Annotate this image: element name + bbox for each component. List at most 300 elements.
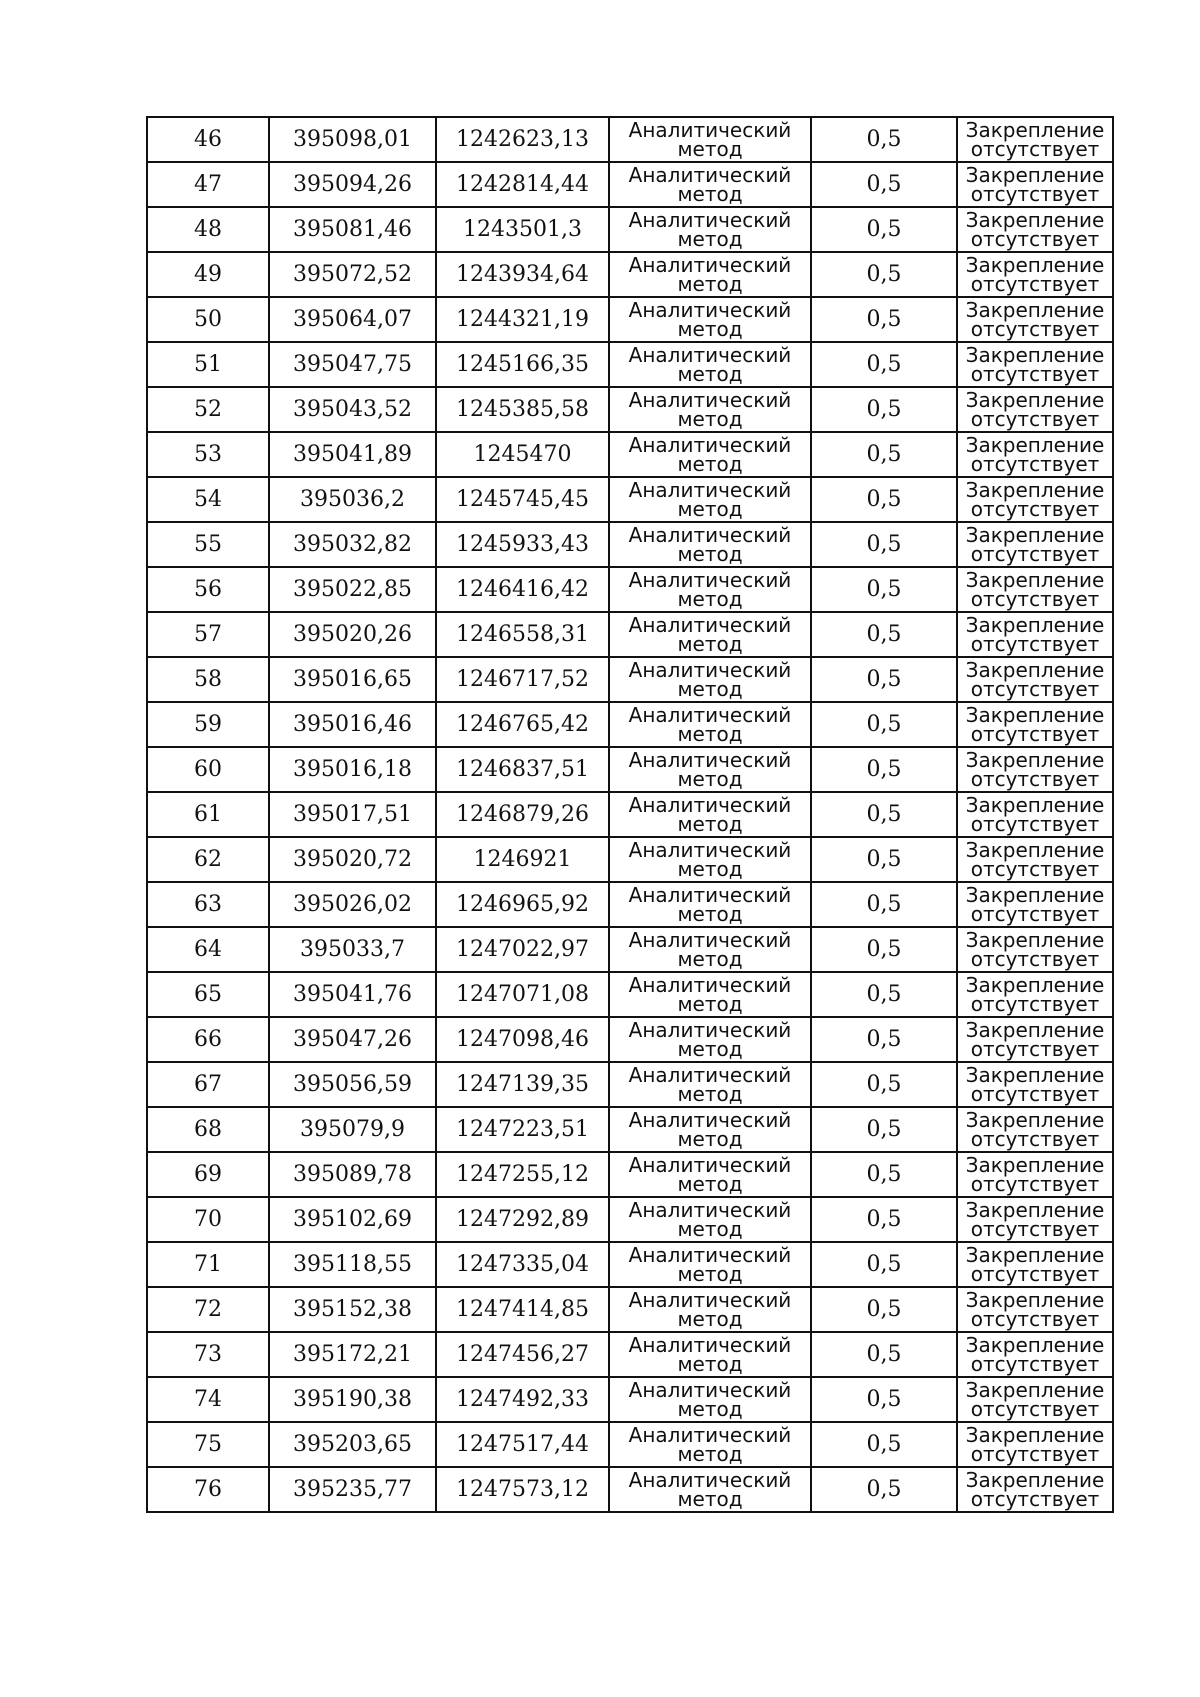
- point-number-cell-text: 51: [194, 351, 222, 377]
- accuracy-cell-text: 0,5: [866, 171, 902, 197]
- fixation-cell: [957, 1062, 1113, 1107]
- point-number-cell-text: 73: [194, 1341, 222, 1367]
- method-cell: [609, 297, 811, 342]
- point-number-cell-text: 72: [194, 1296, 222, 1322]
- fixation-cell-text: Закрепление отсутствует: [965, 837, 1105, 881]
- point-number-cell-text: 70: [194, 1206, 222, 1232]
- point-number-cell: [147, 1107, 269, 1152]
- x-coordinate-cell: [269, 252, 436, 297]
- y-coordinate-cell-text: 1247456,27: [456, 1341, 589, 1367]
- point-number-cell: [147, 162, 269, 207]
- fixation-cell: [957, 882, 1113, 927]
- x-coordinate-cell-text: 395172,21: [293, 1341, 412, 1367]
- method-cell-text: Аналитический метод: [628, 747, 792, 791]
- method-cell: [609, 702, 811, 747]
- y-coordinate-cell: [436, 1377, 609, 1422]
- accuracy-cell: [811, 972, 957, 1017]
- fixation-cell: [957, 1422, 1113, 1467]
- x-coordinate-cell-text: 395056,59: [293, 1071, 412, 1097]
- y-coordinate-cell: [436, 882, 609, 927]
- fixation-cell: [957, 1107, 1113, 1152]
- point-number-cell-text: 74: [194, 1386, 222, 1412]
- table-row: [147, 117, 1113, 162]
- accuracy-cell: [811, 1152, 957, 1197]
- y-coordinate-cell-text: 1246765,42: [456, 711, 589, 737]
- x-coordinate-cell: [269, 117, 436, 162]
- fixation-cell-text: Закрепление отсутствует: [965, 207, 1105, 251]
- method-cell: [609, 837, 811, 882]
- x-coordinate-cell-text: 395016,18: [293, 756, 412, 782]
- table-row: [147, 1377, 1113, 1422]
- method-cell: [609, 117, 811, 162]
- method-cell-text: Аналитический метод: [628, 837, 792, 881]
- x-coordinate-cell-text: 395047,26: [293, 1026, 412, 1052]
- table-row: [147, 567, 1113, 612]
- x-coordinate-cell: [269, 1377, 436, 1422]
- accuracy-cell: [811, 1107, 957, 1152]
- method-cell-text: Аналитический метод: [628, 1377, 792, 1421]
- fixation-cell: [957, 927, 1113, 972]
- fixation-cell: [957, 387, 1113, 432]
- y-coordinate-cell-text: 1247573,12: [456, 1476, 589, 1502]
- y-coordinate-cell-text: 1243934,64: [456, 261, 589, 287]
- x-coordinate-cell: [269, 747, 436, 792]
- point-number-cell-text: 57: [194, 621, 222, 647]
- table-row: [147, 1197, 1113, 1242]
- accuracy-cell-text: 0,5: [866, 1431, 902, 1457]
- x-coordinate-cell: [269, 612, 436, 657]
- y-coordinate-cell: [436, 1017, 609, 1062]
- y-coordinate-cell: [436, 747, 609, 792]
- point-number-cell: [147, 567, 269, 612]
- fixation-cell: [957, 1152, 1113, 1197]
- y-coordinate-cell: [436, 1152, 609, 1197]
- table-row: [147, 1422, 1113, 1467]
- accuracy-cell-text: 0,5: [866, 441, 902, 467]
- point-number-cell: [147, 387, 269, 432]
- accuracy-cell: [811, 1287, 957, 1332]
- method-cell-text: Аналитический метод: [628, 252, 792, 296]
- point-number-cell: [147, 792, 269, 837]
- table-row: [147, 1242, 1113, 1287]
- point-number-cell-text: 49: [194, 261, 222, 287]
- table-row: [147, 927, 1113, 972]
- accuracy-cell-text: 0,5: [866, 396, 902, 422]
- y-coordinate-cell: [436, 1422, 609, 1467]
- table-row: [147, 1467, 1113, 1512]
- method-cell-text: Аналитический метод: [628, 567, 792, 611]
- x-coordinate-cell: [269, 207, 436, 252]
- fixation-cell: [957, 342, 1113, 387]
- point-number-cell-text: 64: [194, 936, 222, 962]
- accuracy-cell-text: 0,5: [866, 1251, 902, 1277]
- x-coordinate-cell: [269, 1332, 436, 1377]
- fixation-cell: [957, 477, 1113, 522]
- y-coordinate-cell-text: 1246558,31: [456, 621, 589, 647]
- accuracy-cell: [811, 162, 957, 207]
- method-cell: [609, 477, 811, 522]
- fixation-cell: [957, 702, 1113, 747]
- point-number-cell-text: 56: [194, 576, 222, 602]
- y-coordinate-cell: [436, 1107, 609, 1152]
- x-coordinate-cell: [269, 882, 436, 927]
- method-cell: [609, 1152, 811, 1197]
- table-row: [147, 1017, 1113, 1062]
- x-coordinate-cell: [269, 162, 436, 207]
- x-coordinate-cell-text: 395016,65: [293, 666, 412, 692]
- method-cell: [609, 342, 811, 387]
- accuracy-cell-text: 0,5: [866, 1476, 902, 1502]
- x-coordinate-cell-text: 395047,75: [293, 351, 412, 377]
- x-coordinate-cell: [269, 657, 436, 702]
- accuracy-cell: [811, 522, 957, 567]
- accuracy-cell: [811, 117, 957, 162]
- x-coordinate-cell-text: 395190,38: [293, 1386, 412, 1412]
- accuracy-cell: [811, 1377, 957, 1422]
- fixation-cell: [957, 1332, 1113, 1377]
- accuracy-cell-text: 0,5: [866, 891, 902, 917]
- x-coordinate-cell-text: 395072,52: [293, 261, 412, 287]
- fixation-cell-text: Закрепление отсутствует: [965, 1107, 1105, 1151]
- method-cell: [609, 567, 811, 612]
- fixation-cell: [957, 432, 1113, 477]
- accuracy-cell: [811, 252, 957, 297]
- method-cell: [609, 927, 811, 972]
- fixation-cell-text: Закрепление отсутствует: [965, 432, 1105, 476]
- point-number-cell: [147, 972, 269, 1017]
- method-cell-text: Аналитический метод: [628, 1107, 792, 1151]
- fixation-cell: [957, 297, 1113, 342]
- fixation-cell: [957, 837, 1113, 882]
- point-number-cell-text: 62: [194, 846, 222, 872]
- point-number-cell-text: 75: [194, 1431, 222, 1457]
- x-coordinate-cell: [269, 432, 436, 477]
- accuracy-cell: [811, 1017, 957, 1062]
- fixation-cell: [957, 612, 1113, 657]
- table-row: [147, 657, 1113, 702]
- x-coordinate-cell-text: 395235,77: [293, 1476, 412, 1502]
- y-coordinate-cell-text: 1246837,51: [456, 756, 589, 782]
- accuracy-cell-text: 0,5: [866, 756, 902, 782]
- y-coordinate-cell-text: 1247223,51: [456, 1116, 589, 1142]
- x-coordinate-cell-text: 395098,01: [293, 126, 412, 152]
- accuracy-cell: [811, 342, 957, 387]
- y-coordinate-cell-text: 1246921: [473, 846, 572, 872]
- point-number-cell-text: 59: [194, 711, 222, 737]
- method-cell-text: Аналитический метод: [628, 1242, 792, 1286]
- point-number-cell: [147, 1467, 269, 1512]
- point-number-cell: [147, 1197, 269, 1242]
- fixation-cell-text: Закрепление отсутствует: [965, 657, 1105, 701]
- x-coordinate-cell-text: 395102,69: [293, 1206, 412, 1232]
- y-coordinate-cell: [436, 522, 609, 567]
- point-number-cell-text: 66: [194, 1026, 222, 1052]
- method-cell: [609, 1062, 811, 1107]
- method-cell: [609, 972, 811, 1017]
- x-coordinate-cell-text: 395033,7: [300, 936, 405, 962]
- x-coordinate-cell-text: 395081,46: [293, 216, 412, 242]
- point-number-cell: [147, 1017, 269, 1062]
- accuracy-cell-text: 0,5: [866, 1341, 902, 1367]
- fixation-cell: [957, 207, 1113, 252]
- fixation-cell-text: Закрепление отсутствует: [965, 522, 1105, 566]
- point-number-cell: [147, 927, 269, 972]
- point-number-cell-text: 71: [194, 1251, 222, 1277]
- x-coordinate-cell-text: 395043,52: [293, 396, 412, 422]
- method-cell-text: Аналитический метод: [628, 477, 792, 521]
- x-coordinate-cell-text: 395041,76: [293, 981, 412, 1007]
- method-cell-text: Аналитический метод: [628, 972, 792, 1016]
- y-coordinate-cell-text: 1242623,13: [456, 126, 589, 152]
- table-row: [147, 477, 1113, 522]
- method-cell: [609, 792, 811, 837]
- point-number-cell: [147, 1242, 269, 1287]
- x-coordinate-cell-text: 395118,55: [293, 1251, 412, 1277]
- x-coordinate-cell-text: 395079,9: [300, 1116, 405, 1142]
- fixation-cell-text: Закрепление отсутствует: [965, 1152, 1105, 1196]
- y-coordinate-cell: [436, 432, 609, 477]
- point-number-cell-text: 46: [194, 126, 222, 152]
- fixation-cell: [957, 1377, 1113, 1422]
- table-row: [147, 432, 1113, 477]
- method-cell-text: Аналитический метод: [628, 702, 792, 746]
- fixation-cell-text: Закрепление отсутствует: [965, 162, 1105, 206]
- table-row: [147, 252, 1113, 297]
- fixation-cell-text: Закрепление отсутствует: [965, 342, 1105, 386]
- y-coordinate-cell-text: 1247139,35: [456, 1071, 589, 1097]
- method-cell: [609, 657, 811, 702]
- method-cell-text: Аналитический метод: [628, 1332, 792, 1376]
- point-number-cell-text: 68: [194, 1116, 222, 1142]
- point-number-cell-text: 53: [194, 441, 222, 467]
- point-number-cell: [147, 747, 269, 792]
- accuracy-cell-text: 0,5: [866, 666, 902, 692]
- accuracy-cell-text: 0,5: [866, 126, 902, 152]
- accuracy-cell: [811, 1197, 957, 1242]
- accuracy-cell: [811, 927, 957, 972]
- table-row: [147, 1287, 1113, 1332]
- point-number-cell: [147, 612, 269, 657]
- x-coordinate-cell: [269, 1017, 436, 1062]
- point-number-cell-text: 67: [194, 1071, 222, 1097]
- point-number-cell-text: 65: [194, 981, 222, 1007]
- y-coordinate-cell-text: 1245166,35: [456, 351, 589, 377]
- point-number-cell: [147, 432, 269, 477]
- x-coordinate-cell: [269, 297, 436, 342]
- x-coordinate-cell: [269, 1422, 436, 1467]
- y-coordinate-cell-text: 1247335,04: [456, 1251, 589, 1277]
- y-coordinate-cell-text: 1245933,43: [456, 531, 589, 557]
- y-coordinate-cell: [436, 1197, 609, 1242]
- x-coordinate-cell: [269, 1242, 436, 1287]
- point-number-cell: [147, 522, 269, 567]
- y-coordinate-cell: [436, 702, 609, 747]
- y-coordinate-cell-text: 1246879,26: [456, 801, 589, 827]
- y-coordinate-cell: [436, 207, 609, 252]
- method-cell-text: Аналитический метод: [628, 522, 792, 566]
- point-number-cell: [147, 882, 269, 927]
- fixation-cell-text: Закрепление отсутствует: [965, 1377, 1105, 1421]
- y-coordinate-cell: [436, 1467, 609, 1512]
- point-number-cell-text: 54: [194, 486, 222, 512]
- point-number-cell: [147, 297, 269, 342]
- accuracy-cell: [811, 297, 957, 342]
- method-cell-text: Аналитический метод: [628, 1197, 792, 1241]
- table-row: [147, 1152, 1113, 1197]
- y-coordinate-cell: [436, 162, 609, 207]
- fixation-cell: [957, 117, 1113, 162]
- method-cell-text: Аналитический метод: [628, 1017, 792, 1061]
- method-cell: [609, 387, 811, 432]
- accuracy-cell: [811, 882, 957, 927]
- fixation-cell: [957, 522, 1113, 567]
- y-coordinate-cell: [436, 792, 609, 837]
- x-coordinate-cell: [269, 1062, 436, 1107]
- fixation-cell: [957, 567, 1113, 612]
- y-coordinate-cell: [436, 837, 609, 882]
- y-coordinate-cell-text: 1247071,08: [456, 981, 589, 1007]
- method-cell: [609, 207, 811, 252]
- y-coordinate-cell-text: 1247098,46: [456, 1026, 589, 1052]
- x-coordinate-cell-text: 395041,89: [293, 441, 412, 467]
- point-number-cell-text: 55: [194, 531, 222, 557]
- method-cell-text: Аналитический метод: [628, 432, 792, 476]
- table-row: [147, 612, 1113, 657]
- x-coordinate-cell-text: 395203,65: [293, 1431, 412, 1457]
- point-number-cell-text: 69: [194, 1161, 222, 1187]
- y-coordinate-cell: [436, 1062, 609, 1107]
- y-coordinate-cell: [436, 567, 609, 612]
- accuracy-cell-text: 0,5: [866, 306, 902, 332]
- y-coordinate-cell: [436, 342, 609, 387]
- y-coordinate-cell: [436, 117, 609, 162]
- table-row: [147, 792, 1113, 837]
- method-cell-text: Аналитический метод: [628, 927, 792, 971]
- fixation-cell-text: Закрепление отсутствует: [965, 1467, 1105, 1511]
- x-coordinate-cell-text: 395094,26: [293, 171, 412, 197]
- fixation-cell-text: Закрепление отсутствует: [965, 1017, 1105, 1061]
- y-coordinate-cell-text: 1245745,45: [456, 486, 589, 512]
- fixation-cell-text: Закрепление отсутствует: [965, 1287, 1105, 1331]
- table-row: [147, 1062, 1113, 1107]
- y-coordinate-cell: [436, 387, 609, 432]
- y-coordinate-cell: [436, 1287, 609, 1332]
- fixation-cell-text: Закрепление отсутствует: [965, 1332, 1105, 1376]
- x-coordinate-cell-text: 395020,26: [293, 621, 412, 647]
- accuracy-cell-text: 0,5: [866, 711, 902, 737]
- accuracy-cell-text: 0,5: [866, 846, 902, 872]
- x-coordinate-cell: [269, 522, 436, 567]
- point-number-cell-text: 60: [194, 756, 222, 782]
- accuracy-cell: [811, 792, 957, 837]
- point-number-cell: [147, 1377, 269, 1422]
- method-cell: [609, 252, 811, 297]
- accuracy-cell: [811, 477, 957, 522]
- x-coordinate-cell: [269, 1287, 436, 1332]
- x-coordinate-cell: [269, 792, 436, 837]
- accuracy-cell: [811, 1062, 957, 1107]
- point-number-cell-text: 47: [194, 171, 222, 197]
- method-cell: [609, 522, 811, 567]
- method-cell-text: Аналитический метод: [628, 882, 792, 926]
- point-number-cell: [147, 117, 269, 162]
- accuracy-cell: [811, 612, 957, 657]
- method-cell-text: Аналитический метод: [628, 1062, 792, 1106]
- method-cell-text: Аналитический метод: [628, 792, 792, 836]
- point-number-cell-text: 63: [194, 891, 222, 917]
- x-coordinate-cell: [269, 972, 436, 1017]
- accuracy-cell: [811, 1467, 957, 1512]
- y-coordinate-cell-text: 1247517,44: [456, 1431, 589, 1457]
- point-number-cell-text: 52: [194, 396, 222, 422]
- y-coordinate-cell: [436, 477, 609, 522]
- y-coordinate-cell-text: 1246416,42: [456, 576, 589, 602]
- accuracy-cell-text: 0,5: [866, 1071, 902, 1097]
- y-coordinate-cell-text: 1246965,92: [456, 891, 589, 917]
- y-coordinate-cell-text: 1245470: [473, 441, 572, 467]
- x-coordinate-cell-text: 395089,78: [293, 1161, 412, 1187]
- point-number-cell: [147, 477, 269, 522]
- point-number-cell: [147, 657, 269, 702]
- x-coordinate-cell-text: 395032,82: [293, 531, 412, 557]
- fixation-cell-text: Закрепление отсутствует: [965, 612, 1105, 656]
- method-cell-text: Аналитический метод: [628, 612, 792, 656]
- fixation-cell-text: Закрепление отсутствует: [965, 1242, 1105, 1286]
- accuracy-cell-text: 0,5: [866, 531, 902, 557]
- accuracy-cell-text: 0,5: [866, 936, 902, 962]
- y-coordinate-cell-text: 1243501,3: [463, 216, 582, 242]
- accuracy-cell-text: 0,5: [866, 261, 902, 287]
- y-coordinate-cell: [436, 657, 609, 702]
- fixation-cell: [957, 747, 1113, 792]
- method-cell-text: Аналитический метод: [628, 1422, 792, 1466]
- coordinates-table: [146, 116, 1114, 1513]
- method-cell-text: Аналитический метод: [628, 297, 792, 341]
- fixation-cell: [957, 162, 1113, 207]
- fixation-cell-text: Закрепление отсутствует: [965, 117, 1105, 161]
- fixation-cell: [957, 1467, 1113, 1512]
- method-cell-text: Аналитический метод: [628, 1287, 792, 1331]
- accuracy-cell-text: 0,5: [866, 1206, 902, 1232]
- point-number-cell: [147, 207, 269, 252]
- method-cell-text: Аналитический метод: [628, 207, 792, 251]
- table-body: [147, 117, 1113, 1512]
- method-cell-text: Аналитический метод: [628, 162, 792, 206]
- y-coordinate-cell-text: 1246717,52: [456, 666, 589, 692]
- table-row: [147, 747, 1113, 792]
- method-cell: [609, 612, 811, 657]
- x-coordinate-cell-text: 395017,51: [293, 801, 412, 827]
- fixation-cell-text: Закрепление отсутствует: [965, 387, 1105, 431]
- method-cell: [609, 1197, 811, 1242]
- table-row: [147, 297, 1113, 342]
- method-cell-text: Аналитический метод: [628, 1467, 792, 1511]
- x-coordinate-cell: [269, 702, 436, 747]
- method-cell: [609, 1107, 811, 1152]
- y-coordinate-cell-text: 1247255,12: [456, 1161, 589, 1187]
- x-coordinate-cell-text: 395016,46: [293, 711, 412, 737]
- fixation-cell-text: Закрепление отсутствует: [965, 972, 1105, 1016]
- point-number-cell: [147, 837, 269, 882]
- accuracy-cell: [811, 747, 957, 792]
- accuracy-cell-text: 0,5: [866, 1026, 902, 1052]
- x-coordinate-cell: [269, 1467, 436, 1512]
- point-number-cell-text: 58: [194, 666, 222, 692]
- x-coordinate-cell: [269, 1107, 436, 1152]
- method-cell: [609, 882, 811, 927]
- method-cell: [609, 162, 811, 207]
- accuracy-cell: [811, 432, 957, 477]
